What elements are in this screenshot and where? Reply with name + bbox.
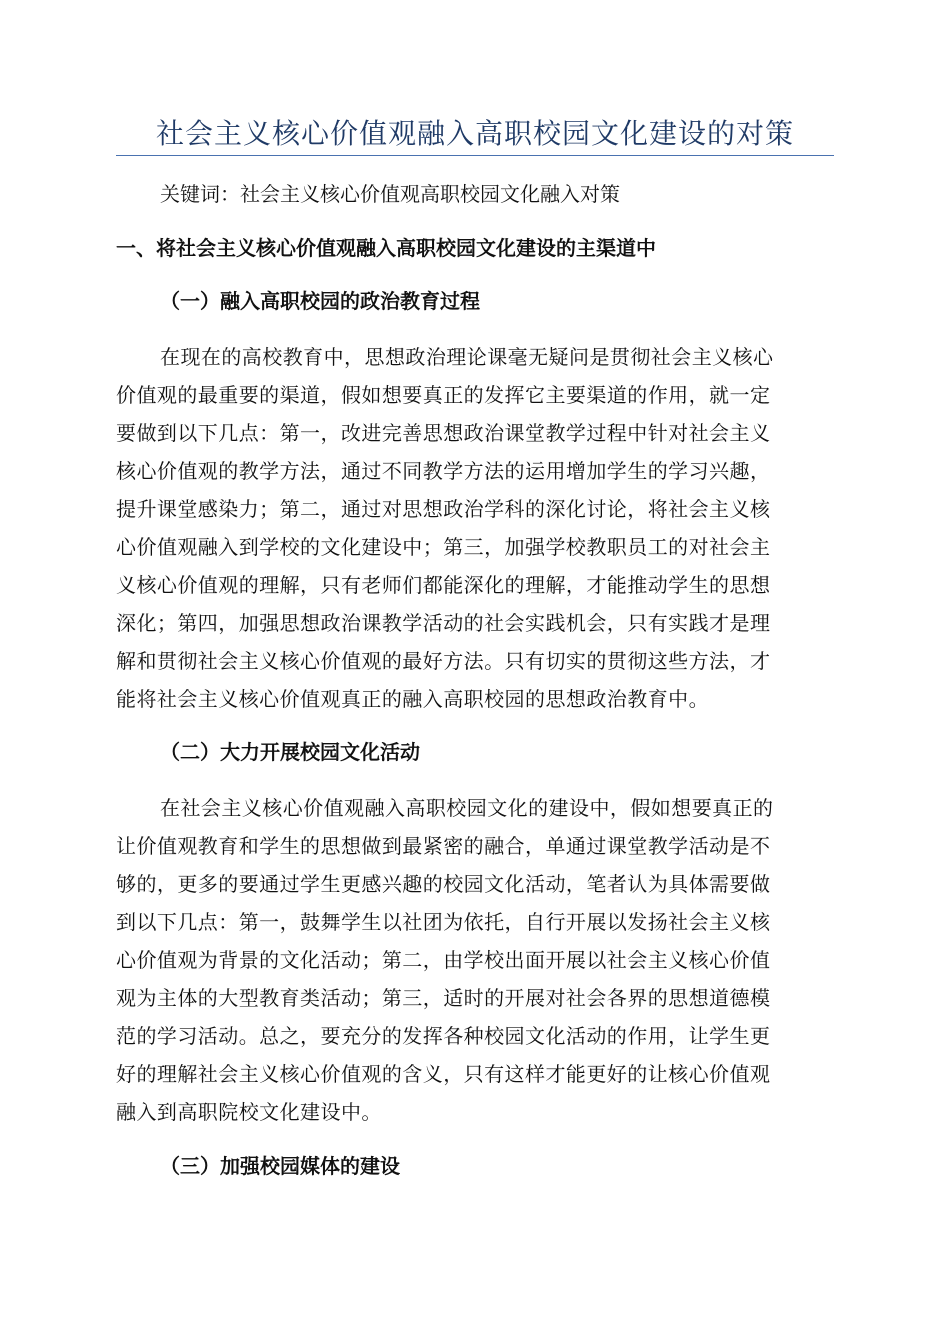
paragraph-line: 在现在的高校教育中，思想政治理论课毫无疑问是贯彻社会主义核心: [160, 345, 774, 369]
paragraph-line: 要做到以下几点：第一，改进完善思想政治课堂教学过程中针对社会主义: [116, 421, 771, 445]
paragraph-line: 能将社会主义核心价值观真正的融入高职校园的思想政治教育中。: [116, 687, 710, 711]
paragraph-line: 提升课堂感染力；第二，通过对思想政治学科的深化讨论，将社会主义核: [116, 497, 771, 521]
section-heading-1: 一、将社会主义核心价值观融入高职校园文化建设的主渠道中: [116, 236, 656, 260]
paragraph-political-education: [116, 338, 834, 718]
paragraph-line: 心价值观融入到学校的文化建设中；第三，加强学校教职员工的对社会主: [116, 535, 771, 559]
paragraph-line: 深化；第四，加强思想政治课教学活动的社会实践机会，只有实践才是理: [116, 611, 771, 635]
keywords-line: 关键词：社会主义核心价值观高职校园文化融入对策: [160, 182, 620, 206]
subsection-heading-2: （二）大力开展校园文化活动: [160, 740, 420, 764]
paragraph-line: 在社会主义核心价值观融入高职校园文化的建设中，假如想要真正的: [160, 796, 774, 820]
subsection-heading-3: （三）加强校园媒体的建设: [160, 1154, 400, 1178]
title-underline: [116, 155, 834, 156]
paragraph-line: 融入到高职院校文化建设中。: [116, 1100, 382, 1124]
paragraph-line: 够的，更多的要通过学生更感兴趣的校园文化活动，笔者认为具体需要做: [116, 872, 771, 896]
paragraph-line: 核心价值观的教学方法，通过不同教学方法的运用增加学生的学习兴趣，: [116, 459, 771, 483]
paragraph-line: 解和贯彻社会主义核心价值观的最好方法。只有切实的贯彻这些方法，才: [116, 649, 771, 673]
paragraph-line: 好的理解社会主义核心价值观的含义，只有这样才能更好的让核心价值观: [116, 1062, 771, 1086]
subsection-heading-1: （一）融入高职校园的政治教育过程: [160, 289, 480, 313]
paragraph-line: 观为主体的大型教育类活动；第三，适时的开展对社会各界的思想道德模: [116, 986, 771, 1010]
document-title: 社会主义核心价值观融入高职校园文化建设的对策: [155, 117, 794, 150]
paragraph-line: 价值观的最重要的渠道，假如想要真正的发挥它主要渠道的作用，就一定: [116, 383, 771, 407]
paragraph-line: 让价值观教育和学生的思想做到最紧密的融合，单通过课堂教学活动是不: [116, 834, 771, 858]
paragraph-line: 义核心价值观的理解，只有老师们都能深化的理解，才能推动学生的思想: [116, 573, 771, 597]
paragraph-line: 到以下几点：第一，鼓舞学生以社团为依托，自行开展以发扬社会主义核: [116, 910, 771, 934]
paragraph-campus-activities: [116, 789, 834, 1131]
paragraph-line: 心价值观为背景的文化活动；第二，由学校出面开展以社会主义核心价值: [116, 948, 771, 972]
paragraph-line: 范的学习活动。总之，要充分的发挥各种校园文化活动的作用，让学生更: [116, 1024, 771, 1048]
